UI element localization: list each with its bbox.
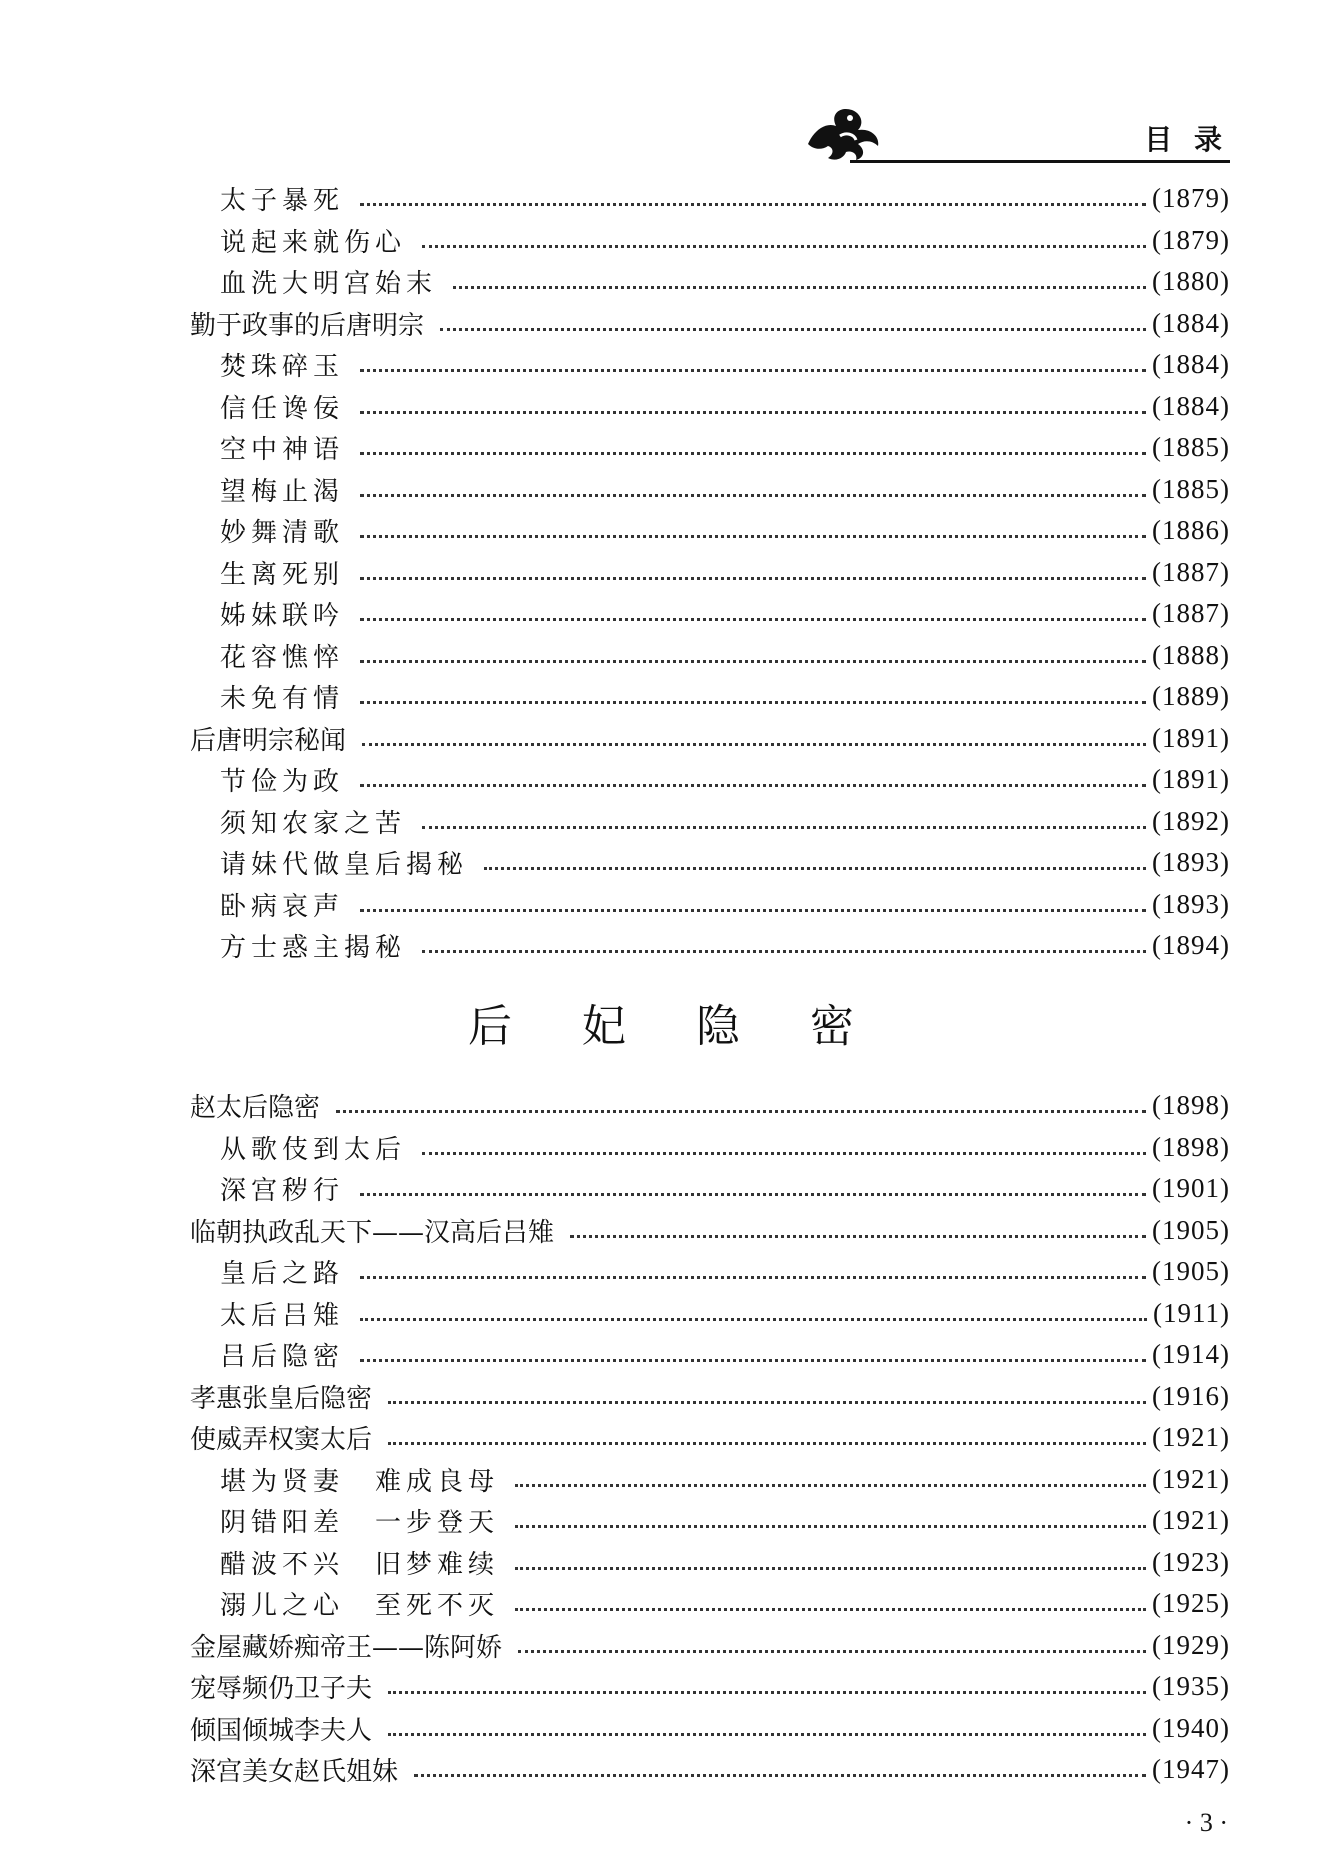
toc-entry-page: (1911)	[1153, 1297, 1230, 1328]
toc-entry-title: 使威弄权窦太后	[190, 1425, 373, 1456]
toc-entry-title: 说起来就伤心	[220, 227, 407, 258]
toc-leader-dots	[570, 1235, 1146, 1238]
toc-entry	[190, 1334, 1230, 1376]
toc-entry-page: (1923)	[1152, 1546, 1230, 1577]
toc-leader-dots	[360, 1318, 1147, 1321]
toc-entry-page: (1914)	[1152, 1339, 1230, 1370]
toc-entry-page: (1947)	[1152, 1754, 1230, 1785]
toc-entry-page: (1893)	[1152, 888, 1230, 919]
toc-leader-dots	[515, 1525, 1146, 1528]
toc-leader-dots	[360, 701, 1146, 704]
toc-leader-dots	[453, 286, 1146, 289]
toc-entry-page: (1894)	[1152, 930, 1230, 961]
toc-leader-dots	[360, 1193, 1146, 1196]
toc-entry	[190, 593, 1230, 635]
page-number: · 3 ·	[1184, 1808, 1228, 1837]
toc-entry	[190, 635, 1230, 677]
toc-leader-dots	[515, 1567, 1146, 1570]
toc-entry	[190, 386, 1230, 428]
toc-leader-dots	[360, 452, 1146, 455]
toc-entry-page: (1893)	[1152, 847, 1230, 878]
toc-leader-dots	[414, 1774, 1146, 1777]
toc-leader-dots	[360, 784, 1146, 787]
toc-entry	[190, 1210, 1230, 1252]
toc-entry-title: 妙舞清歌	[220, 518, 345, 549]
toc-entry-title: 卧病哀声	[220, 891, 345, 922]
toc-entry	[190, 220, 1230, 262]
toc-entry	[190, 1251, 1230, 1293]
toc-entry-page: (1925)	[1152, 1588, 1230, 1619]
dragon-emblem-icon	[800, 100, 886, 164]
toc-entry-page: (1886)	[1152, 515, 1230, 546]
toc-entry-page: (1921)	[1152, 1505, 1230, 1536]
toc-leader-dots	[422, 245, 1146, 248]
toc-entry	[190, 344, 1230, 386]
toc-entry	[190, 676, 1230, 718]
toc-leader-dots	[388, 1691, 1146, 1694]
toc-entry	[190, 178, 1230, 220]
toc-entry	[190, 510, 1230, 552]
toc-entry-page: (1921)	[1152, 1463, 1230, 1494]
toc-entry-title: 血洗大明宫始末	[220, 269, 438, 300]
toc-entry	[190, 1708, 1230, 1750]
header-rule	[850, 160, 1230, 163]
section-title: 后妃隐密	[468, 1001, 924, 1052]
toc-entry	[190, 1417, 1230, 1459]
toc-entry-title: 吕后隐密	[220, 1342, 345, 1373]
toc-leader-dots	[362, 743, 1146, 746]
toc-entry-title: 倾国倾城李夫人	[190, 1715, 373, 1746]
toc-entry-title: 方士惑主揭秘	[220, 933, 407, 964]
toc-leader-dots	[360, 660, 1146, 663]
toc-entry	[190, 427, 1230, 469]
toc-entry	[190, 1376, 1230, 1418]
toc-entry-page: (1885)	[1152, 473, 1230, 504]
toc-entry	[190, 801, 1230, 843]
toc-entry-page: (1916)	[1152, 1380, 1230, 1411]
toc-entry	[190, 1127, 1230, 1169]
toc-leader-dots	[336, 1110, 1146, 1113]
toc-entry-title: 望梅止渴	[220, 476, 345, 507]
header-title: 目 录	[1144, 123, 1228, 156]
page-header	[790, 100, 1230, 164]
toc-entry	[190, 1500, 1230, 1542]
toc-entry-page: (1887)	[1152, 598, 1230, 629]
toc-leader-dots	[360, 369, 1146, 372]
toc-entry-title: 阴错阳差 一步登天	[220, 1508, 500, 1539]
toc-leader-dots	[422, 826, 1146, 829]
toc-entry-title: 孝惠张皇后隐密	[190, 1383, 373, 1414]
toc-entry	[190, 759, 1230, 801]
toc-leader-dots	[484, 867, 1146, 870]
toc-entry-title: 焚珠碎玉	[220, 352, 345, 383]
toc-entry	[190, 1666, 1230, 1708]
toc-entry-page: (1898)	[1152, 1090, 1230, 1121]
toc-entry-page: (1921)	[1152, 1422, 1230, 1453]
toc-entry-title: 宠辱频仍卫子夫	[190, 1674, 373, 1705]
toc-entry-title: 勤于政事的后唐明宗	[190, 310, 425, 341]
toc-entry-title: 太后吕雉	[220, 1300, 345, 1331]
toc-list-bottom	[190, 1085, 1230, 1791]
toc-entry-page: (1884)	[1152, 349, 1230, 380]
toc-entry	[190, 842, 1230, 884]
toc-leader-dots	[440, 328, 1146, 331]
toc-entry-title: 花容憔悴	[220, 642, 345, 673]
toc-leader-dots	[388, 1442, 1146, 1445]
toc-leader-dots	[360, 618, 1146, 621]
toc-entry-title: 信任谗佞	[220, 393, 345, 424]
toc-entry	[190, 1459, 1230, 1501]
toc-leader-dots	[515, 1608, 1146, 1611]
toc-list-top	[190, 178, 1230, 967]
toc-leader-dots	[388, 1733, 1146, 1736]
toc-entry-title: 从歌伎到太后	[220, 1134, 407, 1165]
toc-entry-title: 须知农家之苦	[220, 808, 407, 839]
toc-entry	[190, 261, 1230, 303]
toc-leader-dots	[422, 1152, 1146, 1155]
toc-entry-title: 深宫美女赵氏姐妹	[190, 1757, 399, 1788]
toc-leader-dots	[388, 1401, 1146, 1404]
toc-leader-dots	[360, 203, 1146, 206]
toc-entry-page: (1884)	[1152, 307, 1230, 338]
toc-leader-dots	[518, 1650, 1146, 1653]
toc-entry-page: (1884)	[1152, 390, 1230, 421]
toc-entry	[190, 1625, 1230, 1667]
toc-entry-page: (1940)	[1152, 1712, 1230, 1743]
toc-entry	[190, 303, 1230, 345]
toc-entry-title: 生离死别	[220, 559, 345, 590]
toc-entry-page: (1889)	[1152, 681, 1230, 712]
toc-entry-title: 姊妹联吟	[220, 601, 345, 632]
toc-entry	[190, 1542, 1230, 1584]
toc-entry-page: (1885)	[1152, 432, 1230, 463]
toc-entry-title: 金屋藏娇痴帝王——陈阿娇	[190, 1632, 503, 1663]
toc-entry	[190, 552, 1230, 594]
toc-entry-page: (1898)	[1152, 1131, 1230, 1162]
toc-entry-title: 太子暴死	[220, 186, 345, 217]
toc-entry-title: 临朝执政乱天下——汉高后吕雉	[190, 1217, 555, 1248]
toc-entry-title: 皇后之路	[220, 1259, 345, 1290]
toc-leader-dots	[360, 1359, 1146, 1362]
toc-leader-dots	[360, 909, 1146, 912]
toc-leader-dots	[360, 577, 1146, 580]
toc-entry	[190, 718, 1230, 760]
toc-leader-dots	[422, 950, 1146, 953]
toc-leader-dots	[360, 411, 1146, 414]
toc-entry-page: (1879)	[1152, 183, 1230, 214]
toc-entry-title: 请妹代做皇后揭秘	[220, 850, 469, 881]
toc-leader-dots	[360, 1276, 1146, 1279]
toc-entry-title: 节俭为政	[220, 767, 345, 798]
toc-entry	[190, 1749, 1230, 1791]
toc-entry	[190, 1085, 1230, 1127]
toc-entry-title: 堪为贤妻 难成良母	[220, 1466, 500, 1497]
toc-entry	[190, 1583, 1230, 1625]
toc-entry-title: 深宫秽行	[220, 1176, 345, 1207]
toc-entry-page: (1887)	[1152, 556, 1230, 587]
toc-leader-dots	[360, 535, 1146, 538]
toc-entry-title: 空中神语	[220, 435, 345, 466]
toc-entry	[190, 1168, 1230, 1210]
toc-entry	[190, 884, 1230, 926]
toc-entry-page: (1905)	[1152, 1256, 1230, 1287]
toc-leader-dots	[360, 494, 1146, 497]
toc-entry-title: 赵太后隐密	[190, 1093, 321, 1124]
toc-entry	[190, 469, 1230, 511]
toc-entry-page: (1891)	[1152, 722, 1230, 753]
toc-entry	[190, 1293, 1230, 1335]
toc-entry-page: (1905)	[1152, 1214, 1230, 1245]
toc-entry-title: 溺儿之心 至死不灭	[220, 1591, 500, 1622]
toc-entry-page: (1880)	[1152, 266, 1230, 297]
toc-entry-page: (1888)	[1152, 639, 1230, 670]
toc-entry-page: (1929)	[1152, 1629, 1230, 1660]
toc-entry-page: (1891)	[1152, 764, 1230, 795]
toc-entry-page: (1935)	[1152, 1671, 1230, 1702]
toc-entry-title: 未免有情	[220, 684, 345, 715]
toc-leader-dots	[515, 1484, 1146, 1487]
toc-entry-page: (1892)	[1152, 805, 1230, 836]
toc-entry-page: (1879)	[1152, 224, 1230, 255]
toc-entry-title: 后唐明宗秘闻	[190, 725, 347, 756]
toc-entry-title: 醋波不兴 旧梦难续	[220, 1549, 500, 1580]
toc-entry-page: (1901)	[1152, 1173, 1230, 1204]
toc-entry	[190, 925, 1230, 967]
